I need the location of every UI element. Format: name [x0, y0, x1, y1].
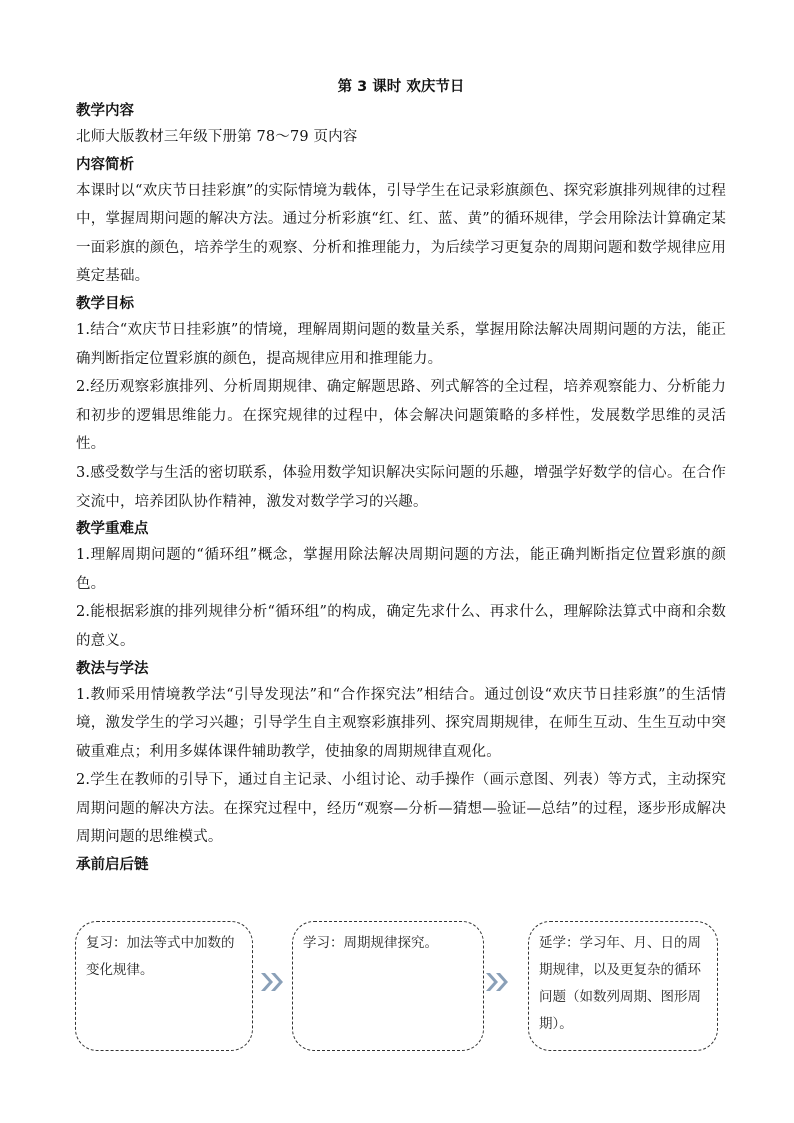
section-heading: 承前启后链	[76, 857, 149, 874]
paragraph: 2.经历观察彩旗排列、分析周期规律、确定解题思路、列式解答的全过程，培养观察能力、分析能力和初步的逻辑思维能力。在探究规律的过程中，体会解决问题策略的多样性，发展数学思维的灵活性。	[76, 379, 726, 453]
section-heading: 教法与学法	[76, 660, 149, 677]
section-analysis	[76, 153, 726, 291]
section-heading: 内容简析	[76, 156, 134, 173]
extend-box: 延学：学习年、月、日的周期规律，以及更复杂的循环问题（如数列周期、图形周期）。	[528, 921, 718, 1051]
paragraph: 1.理解周期问题的“循环组”概念，掌握用除法解决周期问题的方法，能正确判断指定位置彩旗的颜色。	[76, 547, 726, 592]
section-heading: 教学重难点	[76, 521, 149, 538]
paragraph: 北师大版教材三年级下册第 78～79 页内容	[76, 129, 358, 145]
document-body	[76, 76, 726, 877]
section-key-points	[76, 517, 726, 655]
paragraph: 本课时以“欢庆节日挂彩旗”的实际情境为载体，引导学生在记录彩旗颜色、探究彩旗排列规律的过程中，掌握周期问题的解决方法。通过分析彩旗“红、红、蓝、黄”的循环规律，学会用除法计算确定某一面彩旗的颜色，培养学生的观察、分析和推理能力，为后续学习更复杂的周期问题和数学规律应用奠定基础。	[76, 182, 726, 285]
double-chevron-right-icon	[258, 967, 288, 997]
double-chevron-right-icon	[483, 967, 513, 997]
section-heading: 教学内容	[76, 103, 134, 119]
section-goals	[76, 292, 726, 516]
section-content	[76, 99, 726, 152]
page-title: 第 3 课时 欢庆节日	[337, 79, 465, 95]
paragraph: 1.结合“欢庆节日挂彩旗”的情境，理解周期问题的数量关系，掌握用除法解决周期问题的方法，能正确判断指定位置彩旗的颜色，提高规律应用和推理能力。	[76, 321, 726, 367]
review-box: 复习：加法等式中加数的变化规律。	[75, 921, 253, 1051]
paragraph: 1.教师采用情境教学法“引导发现法”和“合作探究法”相结合。通过创设“欢庆节日挂彩旗”的生活情境，激发学生的学习兴趣；引导学生自主观察彩旗排列、探究周期规律，在师生互动、生生互动中突破重难点；利用多媒体课件辅助教学，使抽象的周期规律直观化。	[76, 686, 726, 760]
knowledge-chain	[0, 919, 794, 1059]
paragraph: 2.学生在教师的引导下，通过自主记录、小组讨论、动手操作（画示意图、列表）等方式，主动探究周期问题的解决方法。在探究过程中，经历“观察—分析—猜想—验证—总结”的过程，逐步形成解决周期问题的思维模式。	[76, 772, 726, 846]
paragraph: 3.感受数学与生活的密切联系，体验用数学知识解决实际问题的乐趣，增强学好数学的信心。在合作交流中，培养团队协作精神，激发对数学学习的兴趣。	[76, 464, 726, 510]
section-heading: 教学目标	[76, 295, 134, 312]
paragraph: 2.能根据彩旗的排列规律分析“循环组”的构成，确定先求什么、再求什么，理解除法算式中商和余数的意义。	[76, 604, 726, 649]
section-methods	[76, 657, 726, 853]
learn-box: 学习：周期规律探究。	[292, 921, 484, 1051]
section-chain	[76, 853, 726, 877]
